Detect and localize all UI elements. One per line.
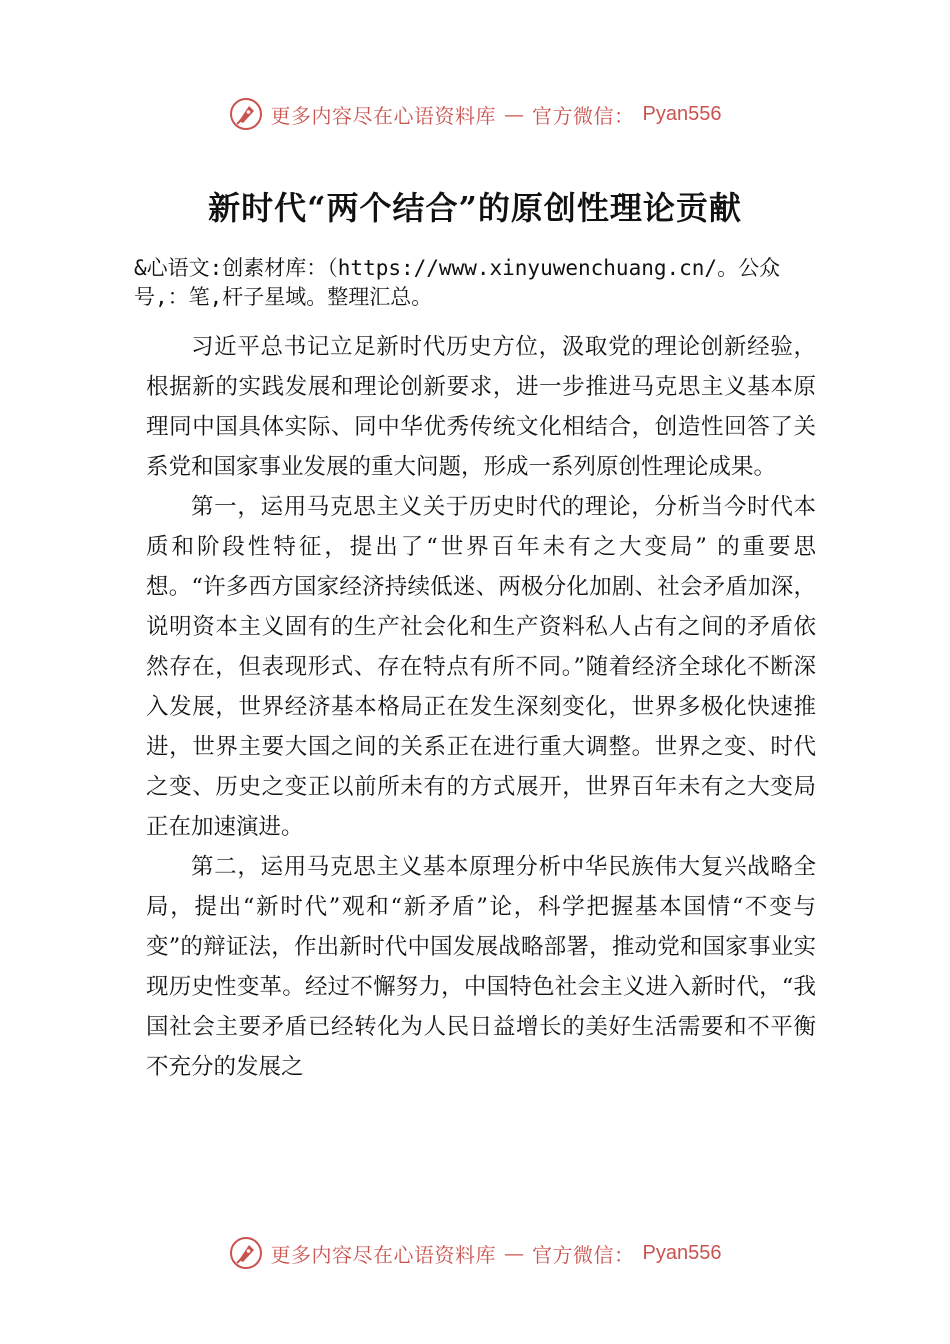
body-paragraph: 习近平总书记立足新时代历史方位，汲取党的理论创新经验，根据新的实践发展和理论创新要求，进一步推进马克思主义基本原理同中国具体实际、同中华优秀传统文化相结合，创造性回答了关系党和国家事业发展的重大问题，形成一系列原创性理论成果。 xyxy=(146,334,816,480)
header-watermark xyxy=(0,94,950,134)
document-title: 新时代“两个结合”的原创性理论贡献 xyxy=(208,189,742,227)
watermark-wechat-label: 官方微信： xyxy=(532,1242,635,1267)
body-paragraph: 第一，运用马克思主义关于历史时代的理论，分析当今时代本质和阶段性特征，提出了“世界百年未有之大变局” 的重要思想。“许多西方国家经济持续低迷、两极分化加剧、社会矛盾加深，说明资本主义固有的生产社会化和生产资料私人占有之间的矛盾依然存在，但表现形式、存在特点有所不同。”随着经济全球化不断深入发展，世界经济基本格局正在发生深刻变化，世界多极化快速推进，世界主要大国之间的关系正在进行重大调整。世界之变、时代之变、历史之变正以前所未有的方式展开，世界百年未有之大变局正在加速演进。 xyxy=(146,494,816,840)
watermark-separator: — xyxy=(504,102,525,126)
footer-watermark xyxy=(0,1233,950,1273)
body-paragraph: 第二，运用马克思主义基本原理分析中华民族伟大复兴战略全局，提出“新时代”观和“新矛盾”论，科学把握基本国情“不变与变”的辩证法，作出新时代中国发展战略部署，推动党和国家事业实现历史性变革。经过不懈努力，中国特色社会主义进入新时代，“我国社会主要矛盾已经转化为人民日益增长的美好生活需要和不平衡不充分的发展之 xyxy=(146,854,816,1080)
source-note: &心语文:创素材库：（https://www.xinyuwenchuang.cn/。公众号,：笔,杆子星域。整理汇总。 xyxy=(134,256,781,309)
document-body xyxy=(146,327,816,1087)
watermark-separator: — xyxy=(504,1241,525,1265)
fountain-pen-nib-icon xyxy=(229,97,263,131)
watermark-site-text: 更多内容尽在心语资料库 xyxy=(270,103,497,128)
watermark-site-text: 更多内容尽在心语资料库 xyxy=(270,1242,497,1267)
fountain-pen-nib-icon xyxy=(229,1236,263,1270)
watermark-wechat-handle: Pyan556 xyxy=(642,102,722,125)
watermark-wechat-label: 官方微信： xyxy=(532,103,635,128)
watermark-wechat-handle: Pyan556 xyxy=(642,1241,722,1264)
